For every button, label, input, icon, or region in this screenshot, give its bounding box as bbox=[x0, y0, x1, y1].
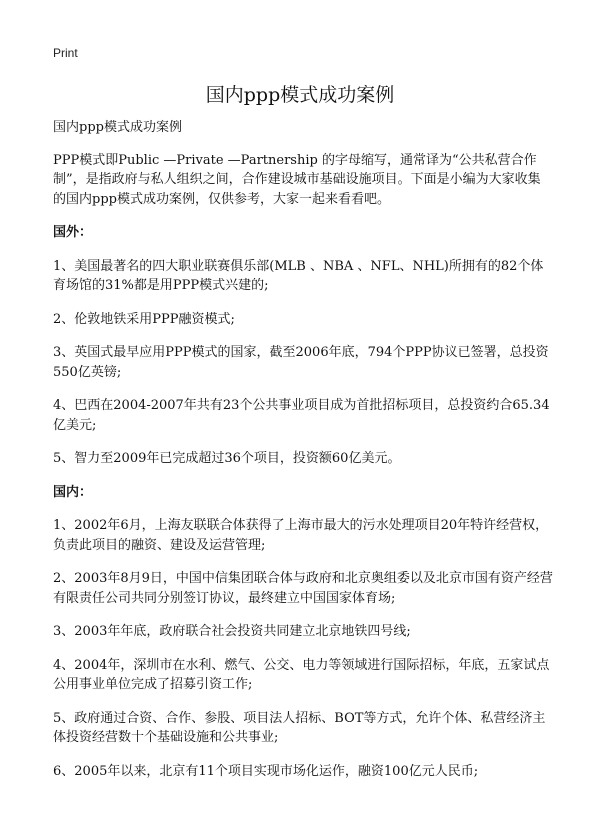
document-title: 国内ppp模式成功案例 bbox=[205, 84, 395, 106]
list-item: 5、政府通过合资、合作、参股、项目法人招标、BOT等方式，允许个体、私营经济主体投资经营数十个基础设施和公共事业; bbox=[53, 710, 546, 745]
list-item: 4、巴西在2004-2007年共有23个公共事业项目成为首批招标项目，总投资约合65.34亿美元; bbox=[53, 398, 550, 433]
list-item: 1、美国最著名的四大职业联赛俱乐部(MLB 、NBA 、NFL、NHL)所拥有的82个体育场馆的31%都是用PPP模式兴建的; bbox=[53, 258, 544, 293]
document-body bbox=[53, 118, 553, 795]
list-item: 2、伦敦地铁采用PPP融资模式; bbox=[53, 311, 235, 327]
list-item: 2、2003年8月9日，中国中信集团联合体与政府和北京奥组委以及北京市国有资产经营有限责任公司共同分别签订协议，最终建立中国国家体育场; bbox=[53, 571, 553, 606]
intro-paragraph: PPP模式即Public —Private —Partnership 的字母缩写，通常译为“公共私营合作制”，是指政府与私人组织之间，合作建设城市基础设施项目。下面是小编为大家收集的国内ppp模式成功案例，仅供参考，大家一起来看看吧。 bbox=[53, 152, 541, 207]
list-item: 3、2003年年底，政府联合社会投资共同建立北京地铁四号线; bbox=[53, 624, 411, 639]
list-item: 5、智力至2009年已完成超过36个项目，投资额60亿美元。 bbox=[53, 451, 401, 466]
list-item: 6、2005年以来，北京有11个项目实现市场化运作，融资100亿元人民币; bbox=[53, 763, 479, 779]
section-heading-domestic: 国内： bbox=[53, 484, 93, 500]
list-item: 4、2004年，深圳市在水利、燃气、公交、电力等领域进行国际招标，年底，五家试点公用事业单位完成了招募引资工作; bbox=[53, 657, 550, 692]
list-item: 3、英国式最早应用PPP模式的国家，截至2006年底，794个PPP协议已签署，总投资550亿英镑; bbox=[53, 345, 549, 380]
list-item: 1、2002年6月，上海友联联合体获得了上海市最大的污水处理项目20年特许经营权，负责此项目的融资、建设及运营管理; bbox=[53, 518, 549, 553]
section-heading-foreign: 国外： bbox=[53, 225, 93, 240]
print-link[interactable]: Print bbox=[53, 46, 78, 60]
document-subtitle: 国内ppp模式成功案例 bbox=[53, 120, 182, 135]
